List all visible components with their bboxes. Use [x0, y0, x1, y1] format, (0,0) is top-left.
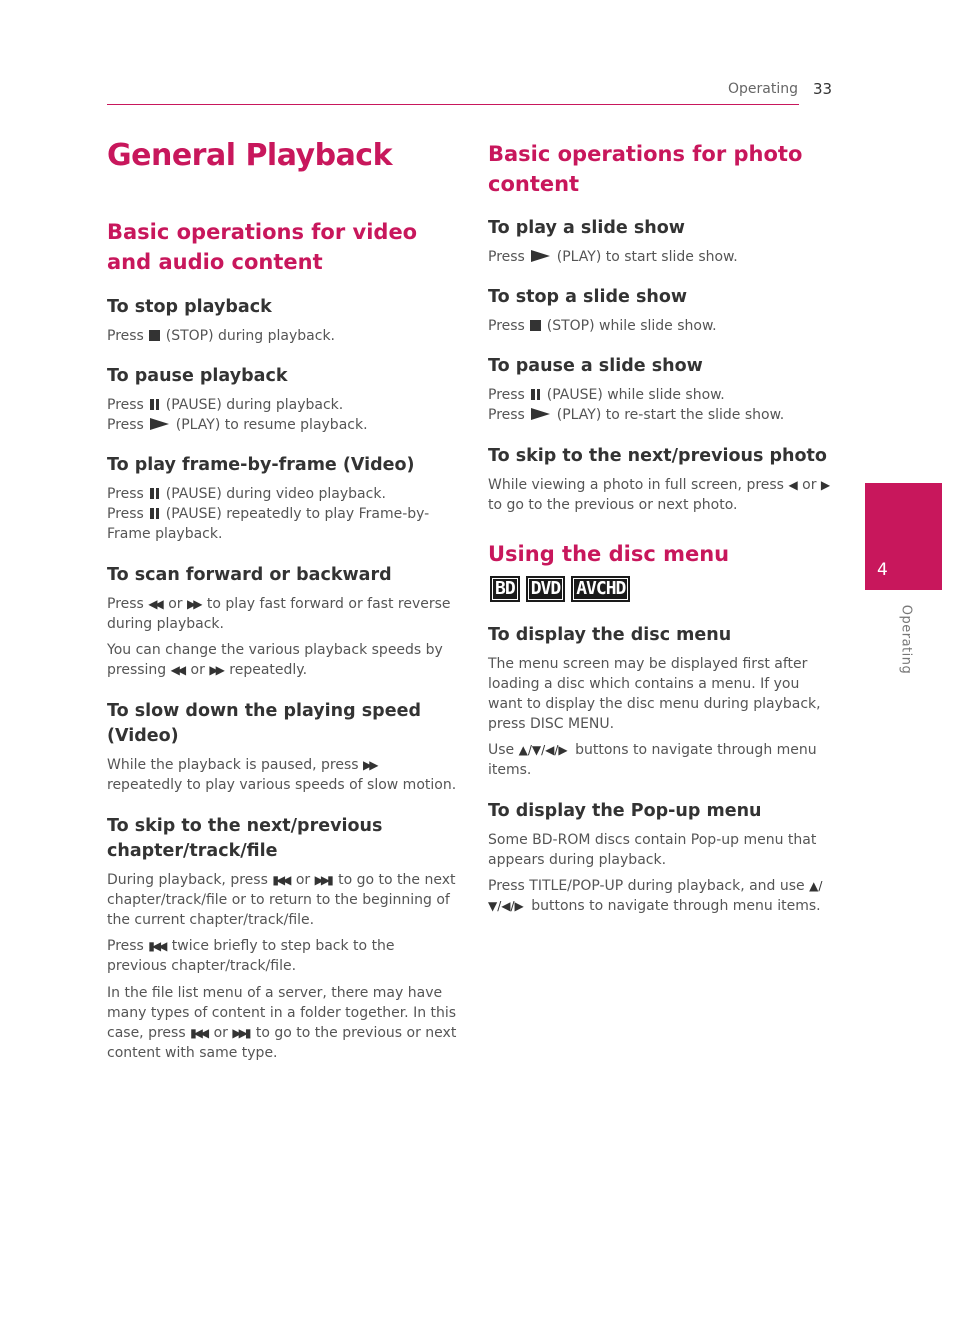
rewind-icon: ◀◀: [148, 597, 161, 611]
fast-forward-icon: ▶▶: [187, 597, 200, 611]
skip-next-icon: ▶▶▮: [232, 1026, 249, 1040]
page-title: General Playback: [107, 138, 393, 173]
stop-playback-title: To stop playback: [107, 297, 272, 317]
disc-menu-title: To display the disc menu: [488, 625, 732, 645]
popup-menu-text-2: Press TITLE/POP-UP during playback, and use ▲/▼/◀/▶ buttons to navigate through menu items.: [488, 878, 823, 914]
bd-badge: BD: [490, 576, 520, 602]
skip-previous-icon: ▮◀◀: [272, 873, 289, 887]
left-arrow-icon: ◀: [788, 478, 795, 492]
slow-speed-text: While the playback is paused, press ▶▶ repeatedly to play various speeds of slow motion.: [107, 757, 457, 793]
pause-icon: [530, 389, 541, 400]
slide-stop-text: Press (STOP) while slide show.: [488, 318, 717, 334]
navigation-arrows-icon: ▲/▼/◀/▶: [518, 743, 568, 757]
page-number: 33: [813, 80, 833, 98]
popup-menu-title: To display the Pop-up menu: [488, 801, 762, 821]
rewind-icon: ◀◀: [170, 663, 184, 677]
avchd-badge: AVCHD: [571, 576, 630, 602]
slide-stop-title: To stop a slide show: [488, 287, 688, 307]
video-audio-heading: Basic operations for video and audio content: [107, 220, 418, 274]
stop-playback-text: Press (STOP) during playback.: [107, 328, 335, 344]
chapter-label: Operating: [898, 604, 914, 675]
skip-chapter-text-2: Press ▮◀◀ twice briefly to step back to the previous chapter/track/file.: [107, 938, 395, 974]
fast-forward-icon: ▶▶: [363, 758, 376, 772]
slide-play-title: To play a slide show: [488, 218, 685, 238]
navigation-arrows-icon: ▲/▼/◀/▶: [488, 879, 823, 913]
scan-title: To scan forward or backward: [107, 565, 392, 585]
pause-icon: [149, 399, 160, 410]
scan-text-2: You can change the various playback speeds by pressing ◀◀ or ▶▶ repeatedly.: [107, 642, 443, 678]
frame-by-frame-title: To play frame-by-frame (Video): [107, 455, 415, 475]
play-icon: [531, 408, 550, 420]
pause-icon: [149, 488, 160, 499]
play-icon: [150, 418, 169, 430]
slow-speed-title: To slow down the playing speed (Video): [107, 701, 421, 746]
right-arrow-icon: ▶: [820, 478, 828, 492]
pause-playback-title: To pause playback: [107, 366, 288, 386]
header-section: Operating: [728, 81, 798, 97]
disc-menu-heading: Using the disc menu: [488, 542, 730, 566]
slide-pause-text: Press (PAUSE) while slide show. Press (PLAY) to re-start the slide show.: [488, 387, 785, 423]
skip-chapter-text-3: In the file list menu of a server, there may have many types of content in a folder together. In this case, press ▮◀◀ or ▶▶▮ to go to the previous or next content with same type.: [107, 985, 457, 1061]
stop-icon: [149, 330, 160, 341]
frame-by-frame-text: Press (PAUSE) during video playback. Press (PAUSE) repeatedly to play Frame-by-Frame playback.: [107, 486, 430, 542]
skip-photo-text: While viewing a photo in full screen, press ◀ or ▶ to go to the previous or next photo.: [488, 477, 828, 513]
skip-photo-title: To skip to the next/previous photo: [488, 446, 827, 466]
photo-heading: Basic operations for photo content: [488, 142, 803, 196]
scan-text-1: Press ◀◀ or ▶▶ to play fast forward or fast reverse during playback.: [107, 596, 451, 632]
skip-chapter-text-1: During playback, press ▮◀◀ or ▶▶▮ to go to the next chapter/track/file or to return to the beginning of the current chapter/track/file.: [107, 872, 456, 928]
dvd-badge: DVD: [526, 576, 566, 602]
popup-menu-text-1: Some BD-ROM discs contain Pop-up menu that appears during playback.: [488, 832, 817, 868]
skip-chapter-title: To skip to the next/previous chapter/track/file: [107, 816, 383, 861]
stop-icon: [530, 320, 541, 331]
pause-icon: [149, 508, 160, 519]
skip-previous-icon: ▮◀◀: [148, 939, 165, 953]
skip-previous-icon: ▮◀◀: [190, 1026, 207, 1040]
header-divider: [107, 104, 799, 105]
fast-forward-icon: ▶▶: [209, 663, 222, 677]
disc-menu-text-2: Use ▲/▼/◀/▶ buttons to navigate through menu items.: [488, 742, 817, 778]
skip-next-icon: ▶▶▮: [314, 873, 331, 887]
disc-menu-text-1: The menu screen may be displayed first after loading a disc which contains a menu. If you want to display the disc menu during playback, press DISC MENU.: [488, 656, 821, 732]
slide-play-text: Press (PLAY) to start slide show.: [488, 249, 738, 265]
disc-format-badges: [490, 576, 630, 602]
chapter-number: 4: [877, 560, 888, 580]
pause-playback-text: Press (PAUSE) during playback. Press (PLAY) to resume playback.: [107, 397, 368, 433]
slide-pause-title: To pause a slide show: [488, 356, 703, 376]
play-icon: [531, 250, 550, 262]
